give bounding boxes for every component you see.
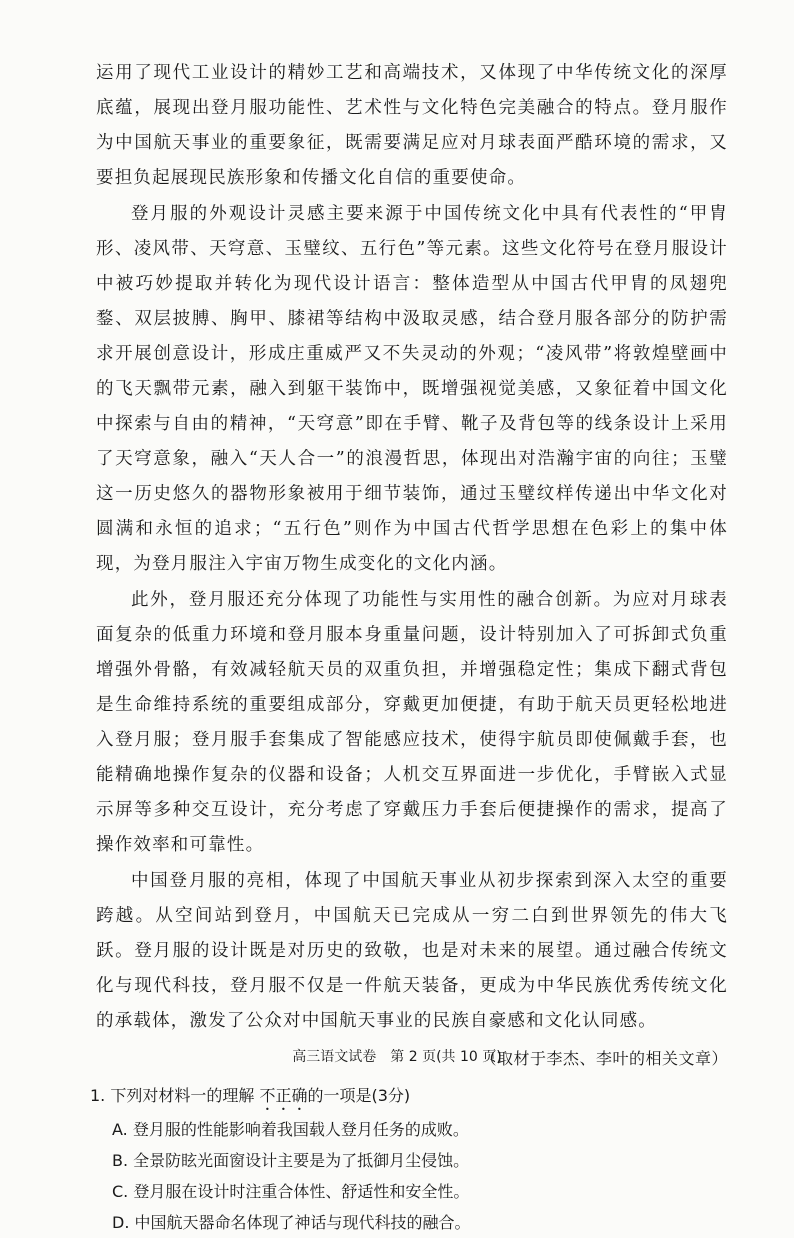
paragraph-1: 运用了现代工业设计的精妙工艺和高端技术，又体现了中华传统文化的深厚底蕴，展现出登月服功能性、艺术性与文化特色完美融合的特点。登月服作为中国航天事业的重要象征，既需要满足应对月球表面严酷环境的需求，又要担负起展现民族形象和传播文化自信的重要使命。 <box>96 63 728 188</box>
question-suffix: 的一项是(3分) <box>307 1086 411 1105</box>
question-prefix: 下列对材料一的理解 <box>110 1086 255 1105</box>
option-d: D. 中国航天器命名体现了神话与现代科技的融合。 <box>112 1213 471 1232</box>
option-b: B. 全景防眩光面窗设计主要是为了抵御月尘侵蚀。 <box>112 1151 470 1170</box>
option-c: C. 登月服在设计时注重合体性、舒适性和安全性。 <box>112 1182 470 1201</box>
source-citation: （取材于李杰、李叶的相关文章） <box>480 1049 728 1068</box>
question-number: 1. <box>90 1086 106 1105</box>
paragraph-3: 此外，登月服还充分体现了功能性与实用性的融合创新。为应对月球表面复杂的低重力环境和登月服本身重量问题，设计特别加入了可拆卸式负重增强外骨骼，有效减轻航天员的双重负担，并增强稳定性；集成下翻式背包是生命维持系统的重要组成部分，穿戴更加便捷，有助于航天员更轻松地进入登月服；登月服手套集成了智能感应技术，使得宇航员即使佩戴手套，也能精确地操作复杂的仪器和设备；人机交互界面进一步优化，手臂嵌入式显示屏等多种交互设计，充分考虑了穿戴压力手套后便捷操作的需求，提高了操作效率和可靠性。 <box>96 590 728 855</box>
paragraph-4: 中国登月服的亮相，体现了中国航天事业从初步探索到深入太空的重要跨越。从空间站到登月，中国航天已完成从一穷二白到世界领先的伟大飞跃。登月服的设计既是对历史的致敬，也是对未来的展望。通过融合传统文化与现代科技，登月服不仅是一件航天装备，更成为中华民族优秀传统文化的承载体，激发了公众对中国航天事业的民族自豪感和文化认同感。 <box>96 871 728 1031</box>
page-footer: 高三语文试卷 第 2 页(共 10 页) <box>292 1049 502 1065</box>
question-stem <box>90 1080 722 1114</box>
question-emphasis: 不正确 <box>259 1086 308 1105</box>
option-a: A. 登月服的性能影响着我国载人登月任务的成败。 <box>112 1120 469 1139</box>
paragraph-2: 登月服的外观设计灵感主要来源于中国传统文化中具有代表性的“甲胄形、凌风带、天穹意、玉璧纹、五行色”等元素。这些文化符号在登月服设计中被巧妙提取并转化为现代设计语言：整体造型从中国古代甲胄的凤翅兜鍪、双层披膊、胸甲、膝裙等结构中汲取灵感，结合登月服各部分的防护需求开展创意设计，形成庄重威严又不失灵动的外观；“凌风带”将敦煌壁画中的飞天飘带元素，融入到躯干装饰中，既增强视觉美感，又象征着中国文化中探索与自由的精神，“天穹意”即在手臂、靴子及背包等的线条设计上采用了天穹意象，融入“天人合一”的浪漫哲思，体现出对浩瀚宇宙的向往；玉璧这一历史悠久的器物形象被用于细节装饰，通过玉璧纹样传递出中华文化对圆满和永恒的追求；“五行色”则作为中国古代哲学思想在色彩上的集中体现，为登月服注入宇宙万物生成变化的文化内涵。 <box>96 204 728 574</box>
